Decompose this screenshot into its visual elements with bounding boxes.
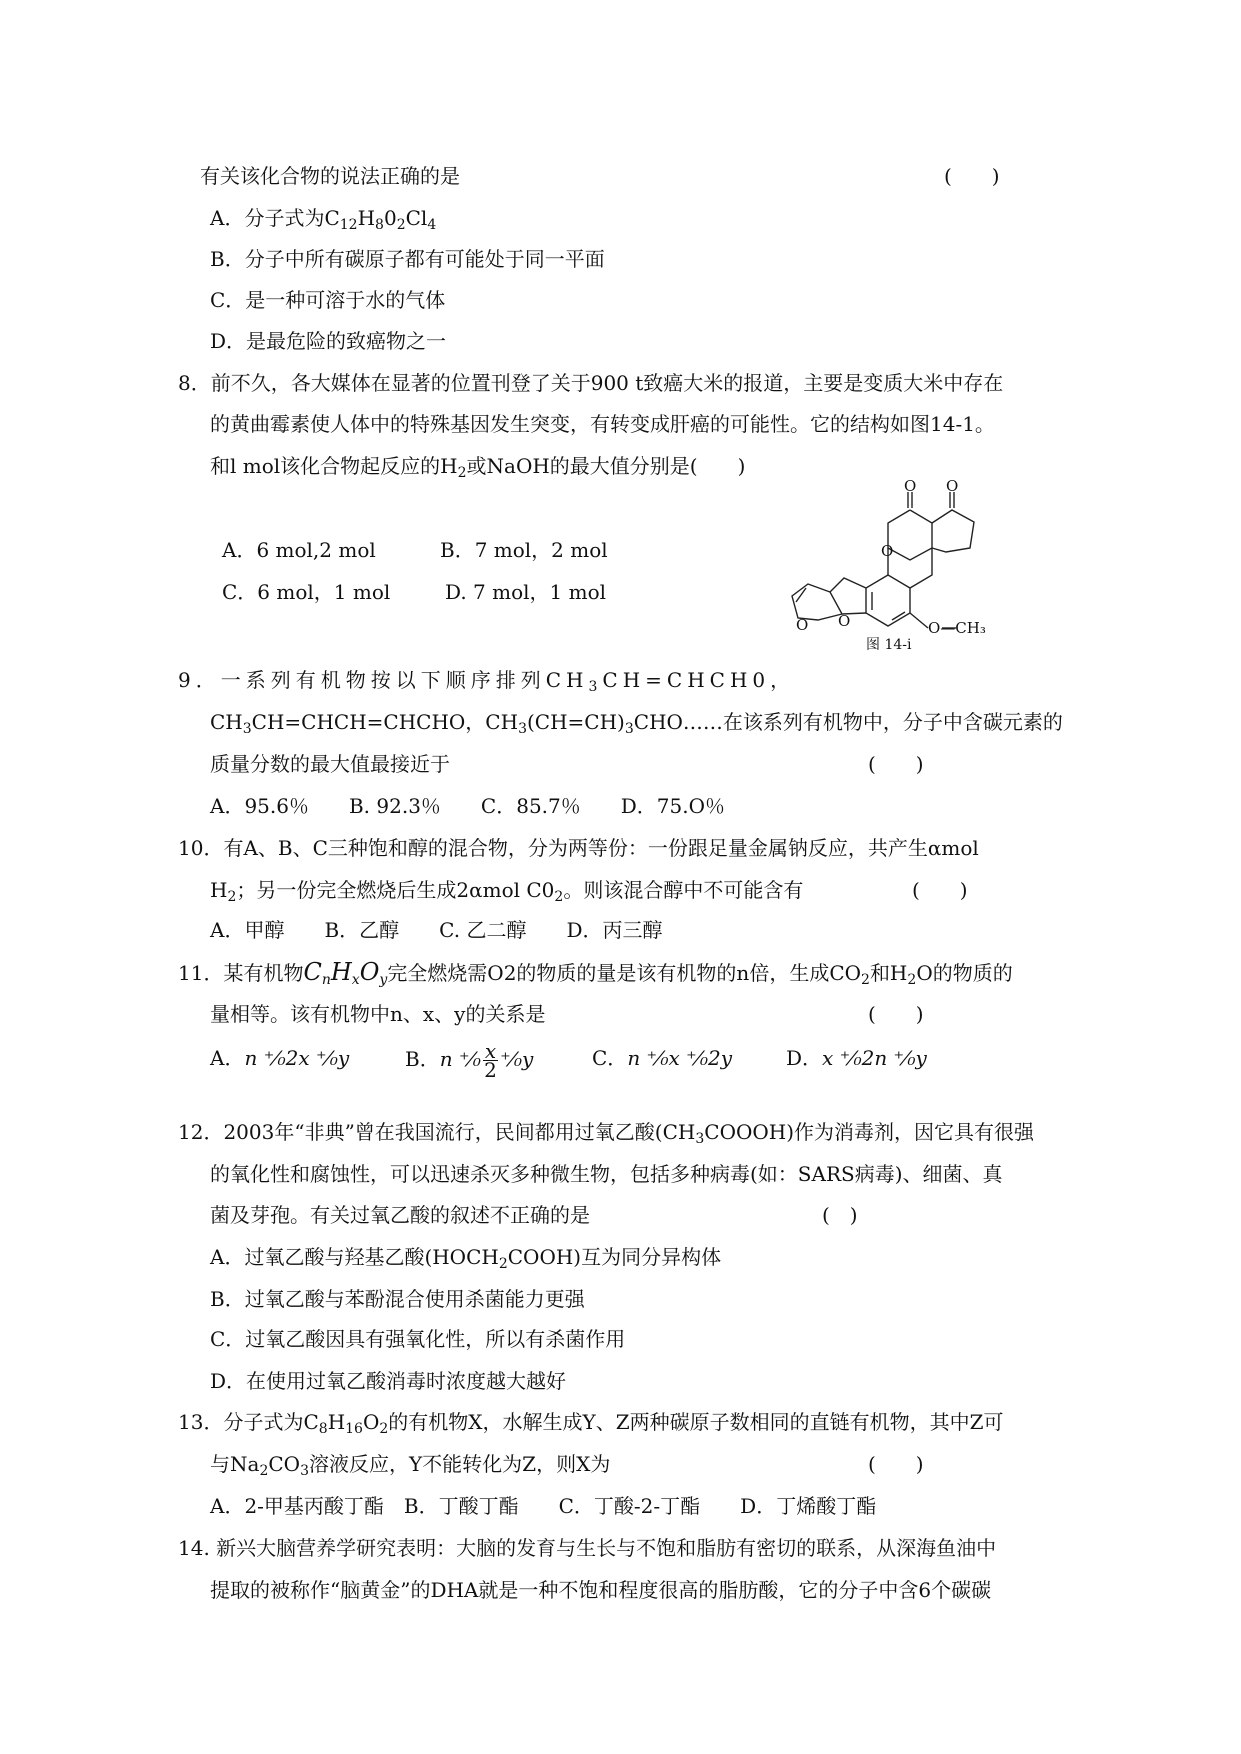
q11-option-d: D．x ⁺⁄₀2n ⁺⁄₀y	[786, 1046, 927, 1070]
q8-option-d: D. 7 mol，1 mol	[445, 580, 607, 604]
figure-caption: 图 14-i	[866, 637, 912, 653]
q11-option-a: A．n ⁺⁄₀2x ⁺⁄₀y	[210, 1046, 350, 1070]
q12-option-d: D．在使用过氧乙酸消毒时浓度越大越好	[210, 1369, 567, 1393]
q10-answer-paren: ( )	[912, 878, 968, 902]
q9-options: A．95.6％ B. 92.3％ C．85.7％ D．75.O％	[210, 794, 725, 818]
q12-line-2: 的氧化性和腐蚀性，可以迅速杀灭多种微生物，包括多种病毒(如：SARS病毒)、细菌、真	[210, 1162, 1003, 1186]
q11-option-c: C．n ⁺⁄₀x ⁺⁄₀2y	[592, 1046, 733, 1070]
struct-atom-o2: O	[946, 480, 959, 495]
q14-line-2: 提取的被称作“脑黄金”的DHA就是一种不饱和程度很高的脂肪酸，它的分子中含6个碳碳	[210, 1578, 992, 1602]
q9-line-3: 质量分数的最大值最接近于	[210, 752, 450, 776]
struct-atom-o1: O	[904, 480, 917, 495]
q12-line-1: 12．2003年“非典”曾在我国流行，民间都用过氧乙酸$(CH_3COOOH)$作为消毒剂，因它具有很强	[178, 1120, 1035, 1147]
q12-answer-paren: ( )	[822, 1203, 858, 1227]
q7-option-b: B．分子中所有碳原子都有可能处于同一平面	[210, 247, 605, 271]
struct-methoxy: O—CH₃	[928, 619, 986, 637]
struct-atom-o3: O	[881, 542, 894, 560]
q10-options: A．甲醇 B．乙醇 C. 乙二醇 D．丙三醇	[210, 918, 663, 942]
q14-line-1: 14. 新兴大脑营养学研究表明：大脑的发育与生长与不饱和脂肪有密切的联系，从深海鱼油中	[178, 1536, 997, 1560]
q8-option-b: B．7 mol，2 mol	[440, 538, 608, 562]
q13-answer-paren: ( )	[868, 1452, 924, 1476]
q8-line-2: 的黄曲霉素使人体中的特殊基因发生突变，有转变成肝癌的可能性。它的结构如图14-1。	[210, 412, 995, 436]
q8-line-1: 8．前不久，各大媒体在显著的位置刊登了关于900 t致癌大米的报道，主要是变质大米中存在	[178, 371, 1004, 395]
q7-answer-paren: ( )	[944, 164, 1000, 188]
q8-option-a: A．6 mol,2 mol	[222, 538, 376, 562]
q8-line-3: 和l mol该化合物起反应的$H_2$或NaOH的最大值分别是( )	[210, 454, 746, 481]
q7-option-d: D．是最危险的致癌物之一	[210, 329, 447, 353]
q9-line-2: $CH_3CH=CHCH=CHCHO$，$CH_3(CH=CH)_3CHO\dots\dots$在该系列有机物中，分子中含碳元素的	[210, 710, 1063, 737]
q12-line-3: 菌及芽孢。有关过氧乙酸的叙述不正确的是	[210, 1203, 590, 1227]
struct-atom-o5: O	[838, 612, 851, 630]
q12-option-b: B．过氧乙酸与苯酚混合使用杀菌能力更强	[210, 1287, 585, 1311]
q12-option-a: A．过氧乙酸与羟基乙酸$(HOCH_2COOH)$互为同分异构体	[210, 1245, 722, 1272]
q10-line-2: $H_2$；另一份完全燃烧后生成2αmol $C0_2$。则该混合醇中不可能含有	[210, 878, 804, 905]
q7-option-a: A．分子式为$C_{12}H_80_2Cl_4$	[210, 206, 437, 233]
q7-stem: 有关该化合物的说法正确的是	[200, 164, 460, 188]
q8-option-c: C．6 mol，1 mol	[222, 580, 391, 604]
q9-answer-paren: ( )	[868, 752, 924, 776]
q12-option-c: C．过氧乙酸因具有强氧化性，所以有杀菌作用	[210, 1327, 626, 1351]
q10-line-1: 10．有A、B、C三种饱和醇的混合物，分为两等份：一份跟足量金属钠反应，共产生αmol	[178, 836, 979, 860]
q9-line-1: 9．一系列有机物按以下顺序排列$CH_3CH=CHCH0$，	[178, 668, 796, 695]
q7-option-c: C．是一种可溶于水的气体	[210, 288, 446, 312]
q11-option-b-fraction: $\frac{x}{2}$	[484, 1039, 497, 1082]
q13-line-1: 13．分子式为$C_8H_{16}O_2$的有机物X，水解生成Y、Z两种碳原子数相同的直链有机物，其中Z可	[178, 1410, 1004, 1437]
q11-answer-paren: ( )	[868, 1002, 924, 1026]
q13-line-2: 与$Na_2CO_3$溶液反应，Y不能转化为Z，则X为	[210, 1452, 611, 1479]
q11-line-2: 量相等。该有机物中n、x、y的关系是	[210, 1002, 546, 1026]
q11-line-1: 11．某有机物$C_nH_xO_y$完全燃烧需O2的物质的量是该有机物的n倍，生成$CO_2$和$H_2O$的物质的	[178, 958, 1013, 988]
q11-option-b: B．n ⁺⁄₀ $\frac{x}{2}$ ⁺⁄₀y	[405, 1039, 534, 1082]
aflatoxin-structure-figure	[778, 480, 1008, 655]
q13-options: A．2-甲基丙酸丁酯 B．丁酸丁酯 C．丁酸-2-丁酯 D．丁烯酸丁酯	[210, 1494, 877, 1518]
struct-atom-o4: O	[796, 616, 809, 634]
